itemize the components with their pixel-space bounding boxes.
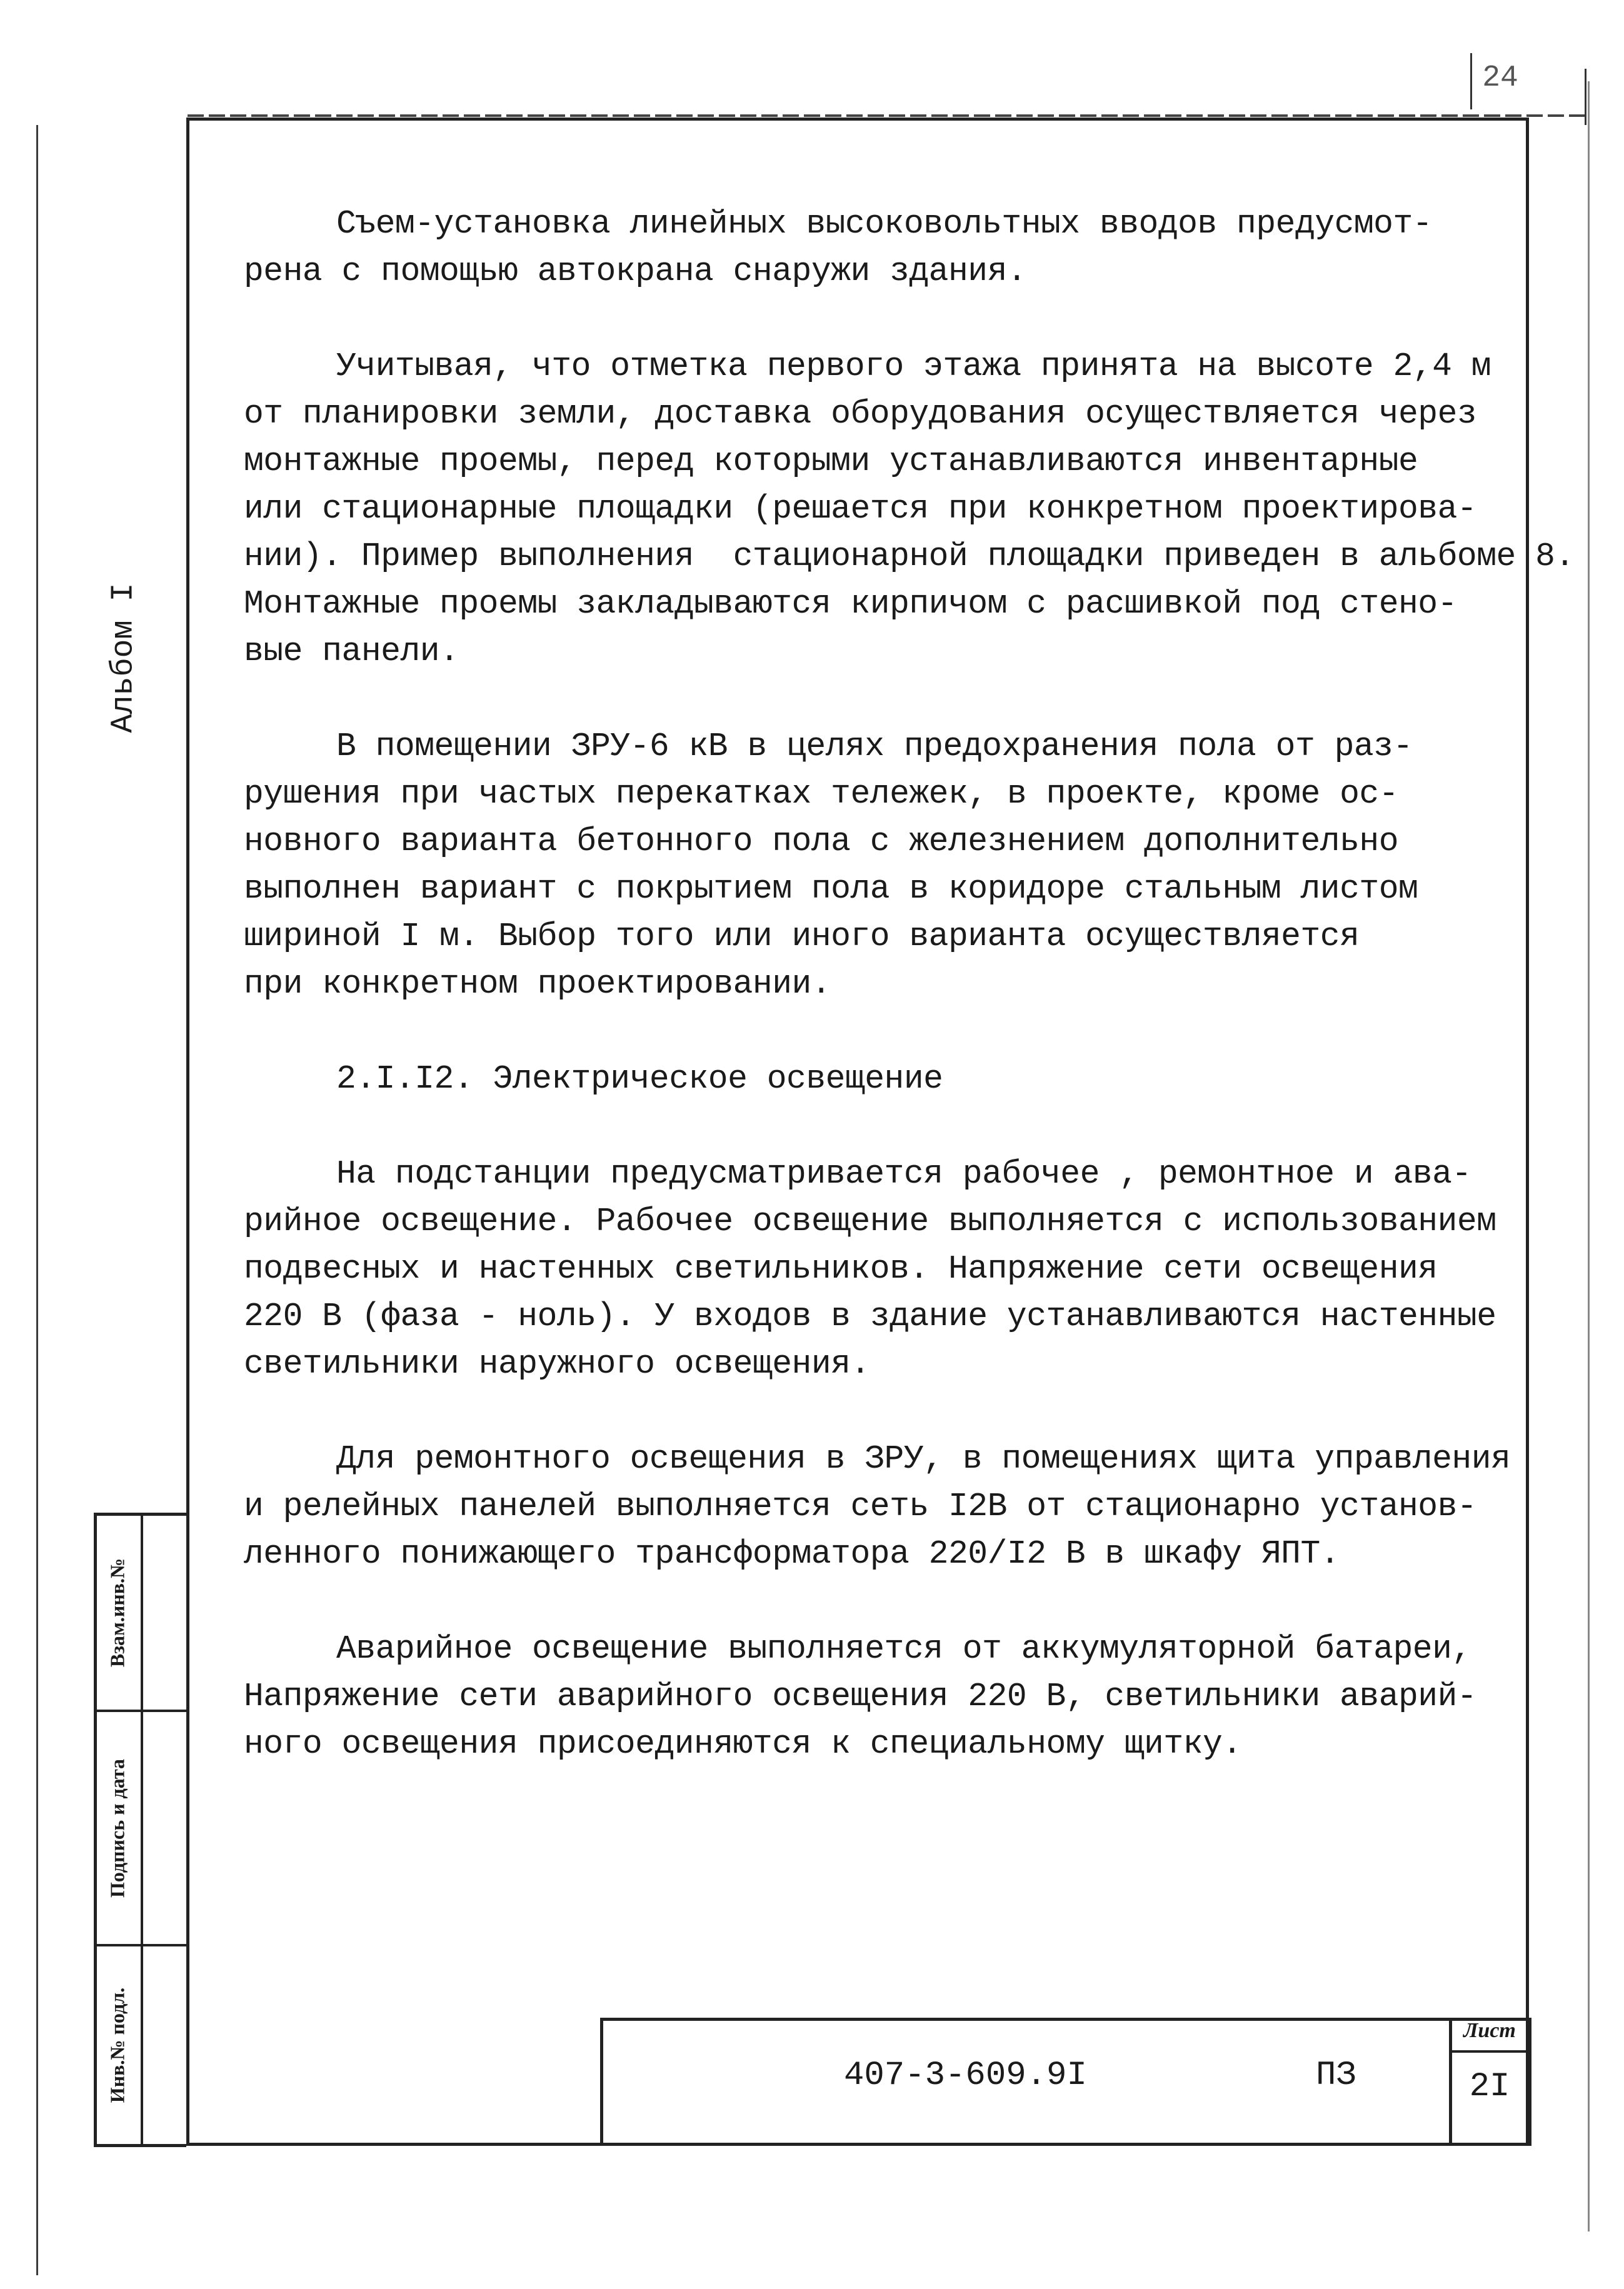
document-code: 407-3-609.9I [844,2056,1087,2095]
sheet-label: Лист [1463,2019,1516,2042]
stamp-cell-signature-date: Подпись и дата [106,1758,128,1898]
stamp-cell-original-inv: Инв.№ подл. [106,1987,128,2103]
text-line: при конкретном проектировании. [244,965,831,1003]
text-line: Для ремонтного освещения в ЗРУ, в помещениях щита управления [336,1440,1511,1478]
stamp-cell-replacement-inv: Взам.инв.№ [106,1558,128,1668]
text-line: нии). Пример выполнения стационарной площадки приведен в альбоме 8. [244,538,1575,575]
text-line: Монтажные проемы закладываются кирпичом с расшивкой под стено- [244,585,1457,623]
paragraph [244,1625,1525,1768]
text-line: вые панели. [244,633,459,670]
paragraph [244,200,1525,295]
title-block-sheet-divider [1449,2050,1530,2053]
left-margin-rule [36,125,38,2275]
text-line: от планировки земли, доставка оборудования осуществляется через [244,395,1477,433]
text-line: шириной I м. Выбор того или иного варианта осуществляется [244,918,1360,955]
document-type: ПЗ [1316,2056,1356,2095]
text-line: Напряжение сети аварийного освещения 220 В, светильники аварий- [244,1678,1477,1715]
page-number-tick-right [1585,69,1586,125]
text-line: выполнен вариант с покрытием пола в коридоре стальным листом [244,870,1418,908]
paragraph [244,1435,1525,1578]
text-line: новного варианта бетонного пола с железнением дополнительно [244,823,1399,860]
text-line: Съем-установка линейных высоковольтных вводов предусмот- [336,205,1433,243]
text-line: ленного понижающего трансформатора 220/I2 В в шкафу ЯПТ. [244,1535,1340,1573]
section-heading [244,1055,1525,1103]
text-line: На подстанции предусматривается рабочее , ремонтное и ава- [336,1155,1471,1193]
text-line: подвесных и настенных светильников. Напряжение сети освещения [244,1250,1438,1288]
text-line: ного освещения присоединяются к специальному щитку. [244,1725,1242,1763]
text-line: рушения при частых перекатках тележек, в проекте, кроме ос- [244,775,1399,813]
text-line: или стационарные площадки (решается при конкретном проектирова- [244,490,1477,528]
text-line: и релейных панелей выполняется сеть I2В от стационарно установ- [244,1488,1477,1525]
text-line: 220 В (фаза - ноль). У входов в здание устанавливаются настенные [244,1298,1496,1335]
page-number: 24 [1482,61,1518,95]
text-line: монтажные проемы, перед которыми устанавливаются инвентарные [244,443,1418,480]
stamp-column-divider [141,1513,143,2147]
paragraph [244,1150,1525,1388]
document-body [244,200,1575,1768]
album-label-text: Альбом I [106,583,142,733]
sheet-number: 2I [1469,2068,1510,2106]
text-line: светильники наружного освещения. [244,1345,870,1383]
section-heading-text: 2.I.I2. Электрическое освещение [336,1060,943,1098]
paragraph [244,343,1575,675]
text-line: В помещении ЗРУ-6 кВ в целях предохранения пола от раз- [336,728,1413,765]
text-line: Учитывая, что отметка первого этажа принята на высоте 2,4 м [336,348,1491,385]
right-edge-rule [1588,81,1590,2231]
text-line: Аварийное освещение выполняется от аккумуляторной батареи, [336,1630,1471,1668]
text-line: рена с помощью автокрана снаружи здания. [244,253,1027,290]
paragraph [244,723,1525,1008]
text-line: рийное освещение. Рабочее освещение выполняется с использованием [244,1203,1496,1240]
frame-top-dashed-line [188,114,1585,117]
